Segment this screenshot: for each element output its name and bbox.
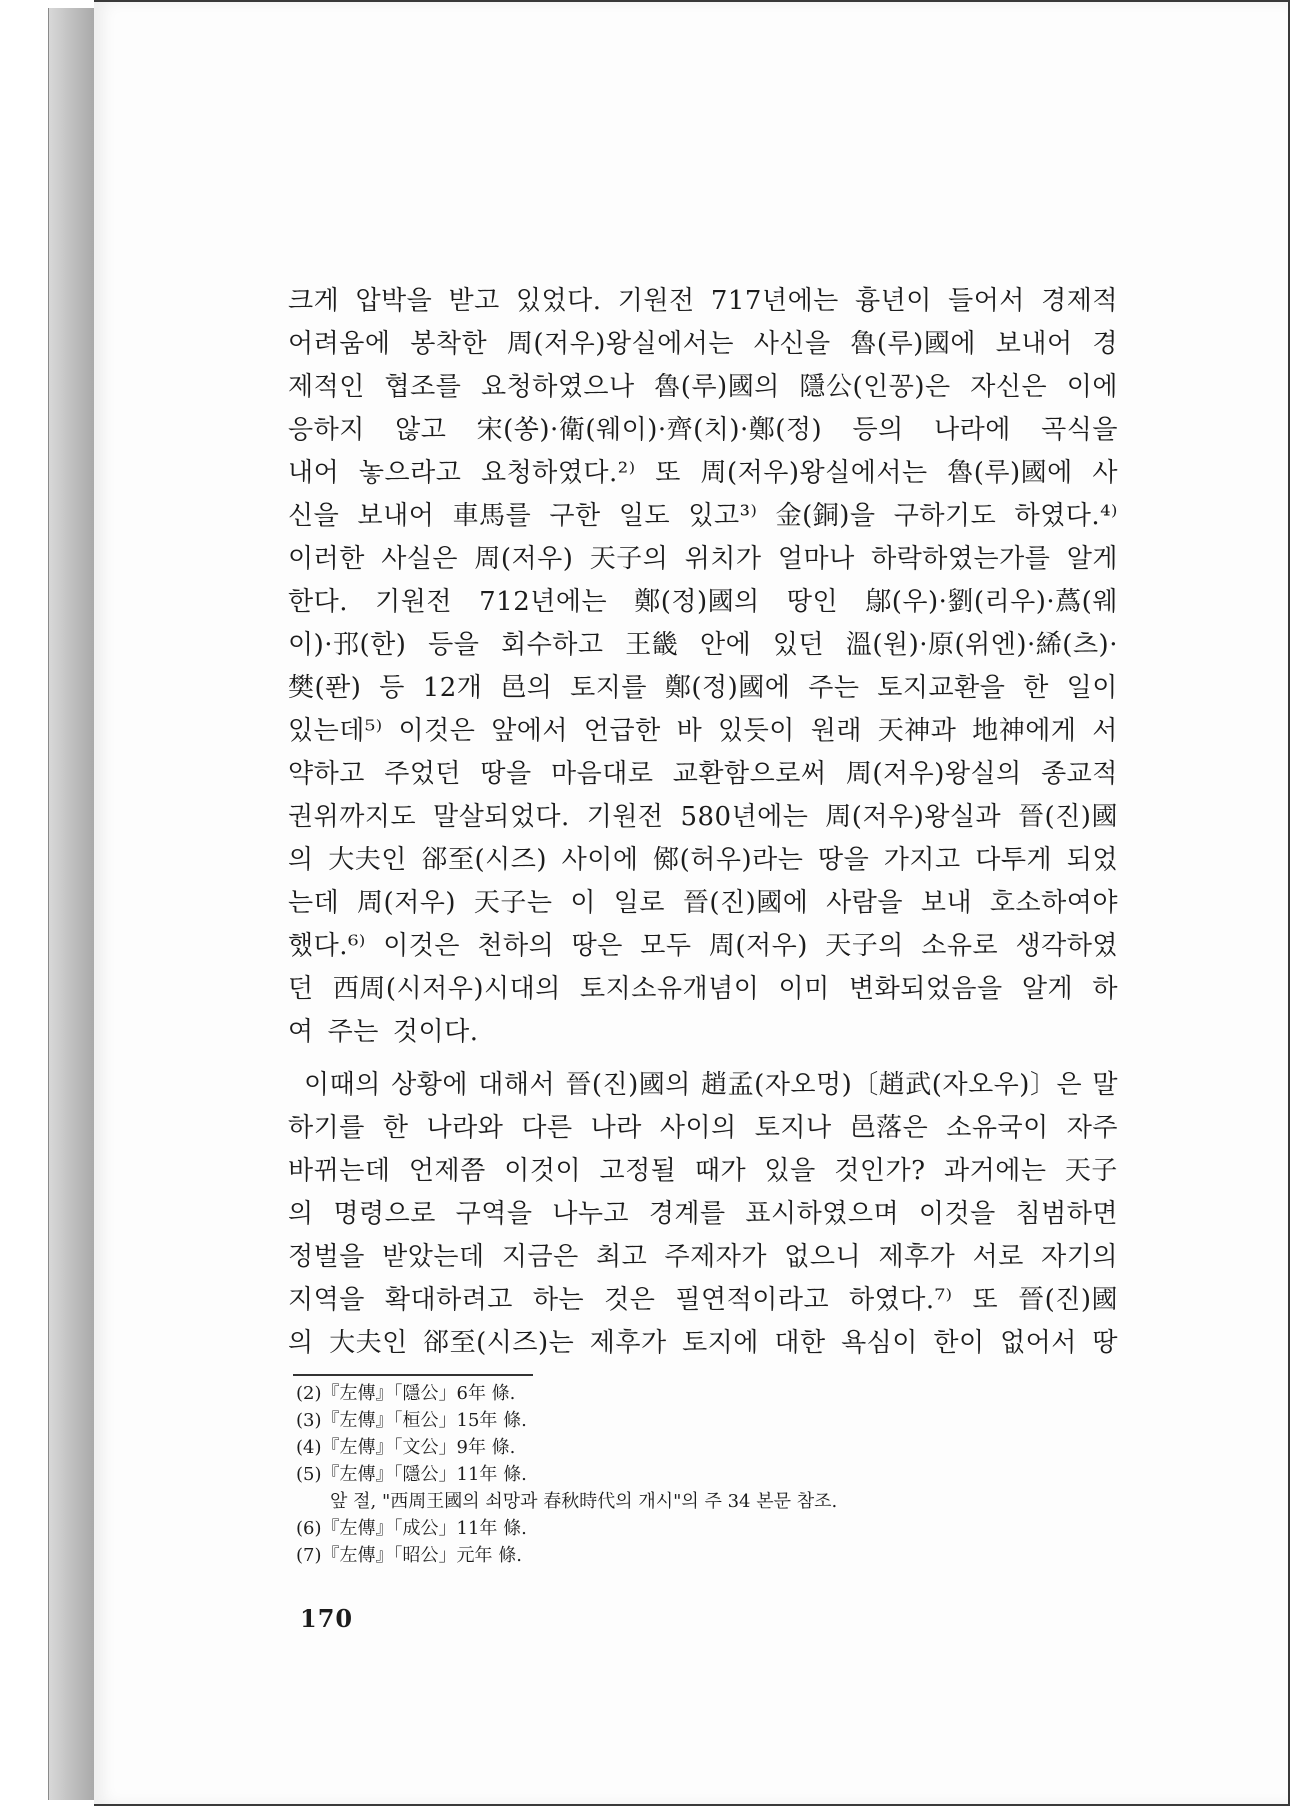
- word: 안에: [699, 630, 752, 660]
- word: 한: [382, 1113, 409, 1143]
- footnote-6: (6)『左傳』「成公」11年 條.: [296, 1518, 527, 1539]
- word: 말살되었다.: [432, 802, 570, 832]
- word: 정벌을: [288, 1242, 365, 1272]
- word: 구하기도: [893, 501, 997, 531]
- word: 토지에: [682, 1328, 759, 1358]
- paragraph-1-line: [288, 452, 1118, 495]
- paragraph-1-line: [288, 581, 1118, 624]
- word: 이것은: [398, 716, 476, 746]
- word: 일로: [613, 888, 665, 918]
- word: 鄭(정)國에: [664, 673, 791, 703]
- paragraph-2-line: [288, 1236, 1118, 1279]
- word: 기원전: [375, 587, 452, 617]
- paragraph-1-line: [288, 753, 1118, 796]
- paragraph-1-line: [288, 839, 1118, 882]
- paragraph-2-line: [288, 1322, 1118, 1365]
- word: 것인가?: [834, 1156, 926, 1186]
- word: 과거에는: [943, 1156, 1047, 1186]
- paragraph-1-line: [288, 323, 1118, 366]
- word: 趙孟(자오멍)〔趙武(자오우)〕은: [701, 1070, 1083, 1100]
- word: 자주: [1066, 1113, 1118, 1143]
- word: 생각하였: [1015, 931, 1118, 961]
- word: 토지나: [754, 1113, 832, 1143]
- word: 나누고: [552, 1199, 630, 1229]
- word: 어려움에: [288, 329, 391, 359]
- word: 하기를: [288, 1113, 365, 1143]
- paragraph-1-line: [288, 710, 1118, 753]
- word: 곡식을: [1041, 415, 1118, 445]
- paragraph-2-line: [288, 1107, 1118, 1150]
- footnote-5: (5)『左傳』「隱公」11年 條.: [296, 1464, 527, 1485]
- word: 한다.: [288, 587, 348, 617]
- word: 한: [1023, 673, 1049, 703]
- word: 등을: [428, 630, 480, 660]
- paragraph-1-line: [288, 280, 1118, 323]
- word: 이에: [1066, 372, 1118, 402]
- word: 지금은: [501, 1242, 579, 1272]
- word: 溫(원)·原(위엔)·絺(츠)·: [845, 630, 1118, 660]
- word: 던: [288, 974, 314, 1004]
- word: 의: [288, 1328, 314, 1358]
- word: 크게: [288, 286, 340, 316]
- word: 보내: [920, 888, 973, 918]
- word: 車馬를: [452, 501, 532, 531]
- word: 12개: [422, 673, 483, 703]
- word: 여: [288, 1017, 314, 1047]
- word: 토지교환을: [877, 673, 1006, 703]
- word: 의: [288, 1199, 314, 1229]
- word: 周(저우)왕실과: [825, 802, 1002, 832]
- word: 들어서: [948, 286, 1025, 316]
- word: 것이다.: [392, 1017, 479, 1047]
- word: 있고³⁾: [688, 501, 758, 531]
- word: 이러한: [288, 544, 365, 574]
- word: 원래: [810, 716, 862, 746]
- word: 고정될: [599, 1156, 677, 1186]
- word: 地神에게: [972, 716, 1077, 746]
- word: 땅: [1092, 1328, 1118, 1358]
- paragraph-1-line: [288, 796, 1118, 839]
- word: 天神과: [877, 716, 957, 746]
- word: 구한: [549, 501, 601, 531]
- word: 없으니: [784, 1242, 862, 1272]
- word: 隱公(인꽁)은: [799, 372, 951, 402]
- word: 최고: [596, 1242, 648, 1272]
- paragraph-1-line: [288, 882, 1118, 925]
- word: 서: [1092, 716, 1118, 746]
- word: 西周(시저우)시대의: [332, 974, 561, 1004]
- word: 하였다.⁴⁾: [1014, 501, 1118, 531]
- word: 천하의: [477, 931, 555, 961]
- word: 宋(쏭)·衛(웨이)·齊(치)·鄭(정): [476, 415, 823, 445]
- word: 이: [570, 888, 596, 918]
- word: 신을: [288, 501, 340, 531]
- word: 580년에는: [680, 802, 809, 832]
- word: 다투게: [975, 845, 1053, 875]
- word: 鄇(허우)라는: [653, 845, 804, 875]
- word: 邑落은: [849, 1113, 929, 1143]
- book-spine-edge: [48, 8, 95, 1800]
- word: 주제자가: [664, 1242, 768, 1272]
- word: 알게: [1021, 974, 1074, 1004]
- word: 있듯이: [718, 716, 795, 746]
- word: 소유로: [921, 931, 999, 961]
- paragraph-gap: [288, 1054, 1118, 1064]
- page-number: 170: [300, 1604, 354, 1633]
- word: 위치가: [684, 544, 762, 574]
- word: 협조를: [384, 372, 462, 402]
- word: 사실은: [381, 544, 459, 574]
- word: 지역을: [288, 1285, 365, 1315]
- word: 周(저우): [357, 888, 457, 918]
- word: 땅인: [786, 587, 839, 617]
- word: 있을: [764, 1156, 816, 1186]
- word: 바뀌는데: [288, 1156, 391, 1186]
- word: 했다.⁶⁾: [288, 931, 366, 961]
- word: 않고: [395, 415, 447, 445]
- word: 樊(퐌): [288, 673, 362, 703]
- word: 놓으라고: [358, 458, 462, 488]
- word: 다른: [521, 1113, 573, 1143]
- word: 언급한: [583, 716, 661, 746]
- word: 晉(진)國: [1018, 1285, 1118, 1315]
- word: 땅을: [480, 759, 532, 789]
- word: 주는: [327, 1017, 379, 1047]
- word: 사: [1092, 458, 1118, 488]
- word: 周(저우)왕실의: [845, 759, 1022, 789]
- paragraph-1-line: [288, 624, 1118, 667]
- word: 자신은: [970, 372, 1048, 402]
- word: 있던: [772, 630, 825, 660]
- word: 天子: [1064, 1156, 1118, 1186]
- paragraph-2-line: [288, 1279, 1118, 1322]
- word: 있었다.: [515, 286, 602, 316]
- paragraph-1-line: [288, 409, 1118, 452]
- word: 땅은: [571, 931, 623, 961]
- word: 제후가: [878, 1242, 956, 1272]
- word: 郤至(시즈): [421, 845, 547, 875]
- word: 天子의: [825, 931, 904, 961]
- word: 얼마나: [777, 544, 855, 574]
- word: 응하지: [288, 415, 365, 445]
- word: 사신을: [753, 329, 831, 359]
- body-text: [288, 280, 1118, 1365]
- word: 교환함으로써: [672, 759, 827, 789]
- word: 등의: [852, 415, 904, 445]
- word: 봉착한: [410, 329, 488, 359]
- word: 주는: [808, 673, 860, 703]
- word: 周(저우): [474, 544, 574, 574]
- footnote-7: (7)『左傳』「昭公」元年 條.: [296, 1545, 522, 1566]
- word: 받고: [448, 286, 500, 316]
- word: 때가: [694, 1156, 747, 1186]
- word: 알게: [1066, 544, 1118, 574]
- word: 제후가: [589, 1328, 667, 1358]
- footnote-2: (2)『左傳』「隱公」6年 條.: [296, 1383, 516, 1404]
- word: 하는: [532, 1285, 585, 1315]
- word: 晉(진)國에: [682, 888, 809, 918]
- word: 경제적: [1041, 286, 1118, 316]
- word: 天子는: [473, 888, 553, 918]
- word: 제적인: [288, 372, 365, 402]
- paragraph-2-line: [288, 1064, 1118, 1107]
- word: 토지소유개념이: [580, 974, 760, 1004]
- word: 717년에는: [710, 286, 839, 316]
- word: 서로: [972, 1242, 1024, 1272]
- footnote-4: (4)『左傳』「文公」9年 條.: [296, 1437, 516, 1458]
- word: 소유국이: [946, 1113, 1049, 1143]
- word: 晉(진)國의: [565, 1070, 691, 1100]
- word: 필연적이라고: [675, 1285, 830, 1315]
- word: 명령으로: [333, 1199, 436, 1229]
- word: 대해서: [478, 1070, 556, 1100]
- word: 마음대로: [550, 759, 654, 789]
- word: 요청하였으나: [480, 372, 635, 402]
- word: 기원전: [586, 802, 664, 832]
- word: 가지고: [883, 845, 961, 875]
- word: 보내어: [357, 501, 435, 531]
- word: 하락하였는가를: [871, 544, 1051, 574]
- word: 내어: [288, 458, 340, 488]
- word: 확대하려고: [384, 1285, 513, 1315]
- word: 대한: [774, 1328, 826, 1358]
- paragraph-2-line: [288, 1193, 1118, 1236]
- word: 모두: [640, 931, 692, 961]
- word: 사이에: [561, 845, 639, 875]
- word: 표시하였으며: [745, 1199, 900, 1229]
- word: 토지를: [570, 673, 648, 703]
- word: 나라에: [933, 415, 1011, 445]
- word: 이)·邘(한): [288, 630, 407, 660]
- word: 金(銅)을: [775, 501, 876, 531]
- word: 일도: [618, 501, 671, 531]
- word: 받았는데: [382, 1242, 485, 1272]
- word: 나라와: [426, 1113, 504, 1143]
- word: 회수하고: [501, 630, 604, 660]
- word: 大夫인: [328, 845, 407, 875]
- word: 한이: [933, 1328, 985, 1358]
- word: 周(저우)왕실에서는: [700, 458, 928, 488]
- word: 魯(루)國의: [654, 372, 780, 402]
- word: 魯(루)國에: [947, 458, 1073, 488]
- word: 호소하여야: [989, 888, 1118, 918]
- word: 앞에서: [491, 716, 569, 746]
- paragraph-1-line: [288, 667, 1118, 710]
- word: 종교적: [1041, 759, 1118, 789]
- word: 사이의: [659, 1113, 737, 1143]
- word: 周(저우)왕실에서는: [506, 329, 734, 359]
- word: 邑의: [500, 673, 553, 703]
- word: 있는데⁵⁾: [288, 716, 383, 746]
- word: 郤至(시즈)는: [423, 1328, 575, 1358]
- word: 魯(루)國에: [850, 329, 976, 359]
- word: 압박을: [355, 286, 433, 316]
- word: 없어서: [1000, 1328, 1077, 1358]
- word: 바: [676, 716, 703, 746]
- word: 상황에: [391, 1070, 468, 1100]
- word: 욕심이: [841, 1328, 918, 1358]
- paragraph-2-line: [288, 1150, 1118, 1193]
- word: 하였다.⁷⁾: [849, 1285, 953, 1315]
- paragraph-1-line: [288, 1011, 1118, 1054]
- paragraph-1-line: [288, 968, 1118, 1011]
- word: 이미: [778, 974, 830, 1004]
- word: 또: [655, 458, 681, 488]
- word: 일이: [1066, 673, 1118, 703]
- word: 王畿: [625, 630, 679, 660]
- word: 경: [1092, 329, 1118, 359]
- word: 것은: [604, 1285, 656, 1315]
- word: 흉년이: [855, 286, 932, 316]
- word: 땅을: [817, 845, 870, 875]
- footnote-5-continuation: 앞 절, "西周王國의 쇠망과 春秋時代의 개시"의 주 34 본문 참조.: [330, 1491, 838, 1512]
- word: 말: [1092, 1070, 1118, 1100]
- word: 자기의: [1041, 1242, 1118, 1272]
- word: 또: [972, 1285, 999, 1315]
- word: 周(저우): [708, 931, 808, 961]
- word: 구역을: [455, 1199, 533, 1229]
- word: 의: [288, 845, 314, 875]
- word: 침범하면: [1015, 1199, 1118, 1229]
- word: 약하고: [288, 759, 365, 789]
- word: 경계를: [648, 1199, 726, 1229]
- word: 기원전: [617, 286, 695, 316]
- word: 晉(진)國: [1018, 802, 1118, 832]
- word: 나라: [590, 1113, 642, 1143]
- paragraph-1-line: [288, 925, 1118, 968]
- word: 요청하였다.²⁾: [480, 458, 636, 488]
- paragraph-1-line: [288, 366, 1118, 409]
- footnote-divider: [293, 1374, 533, 1376]
- word: 언제쯤: [408, 1156, 486, 1186]
- paragraph-1-line: [288, 538, 1118, 581]
- word: 大夫인: [329, 1328, 408, 1358]
- word: 712년에는: [479, 587, 608, 617]
- footnote-3: (3)『左傳』「桓公」15年 條.: [296, 1410, 527, 1431]
- word: 鄔(우)·劉(리우)·蔿(웨: [865, 587, 1118, 617]
- word: 鄭(정)國의: [634, 587, 760, 617]
- word: 주었던: [384, 759, 462, 789]
- word: 하: [1092, 974, 1118, 1004]
- word: 사람을: [826, 888, 904, 918]
- word: 는데: [288, 888, 340, 918]
- footnotes: [296, 1380, 1116, 1569]
- word: 등: [379, 673, 405, 703]
- paragraph-1-line: [288, 495, 1118, 538]
- word: 이것은: [383, 931, 461, 961]
- word: 변화되었음을: [848, 974, 1003, 1004]
- word: 이때의: [304, 1070, 381, 1100]
- word: 天子의: [589, 544, 669, 574]
- word: 이것을: [918, 1199, 996, 1229]
- word: 보내어: [995, 329, 1073, 359]
- word: 권위까지도: [288, 802, 417, 832]
- word: 되었: [1066, 845, 1118, 875]
- word: 이것이: [504, 1156, 582, 1186]
